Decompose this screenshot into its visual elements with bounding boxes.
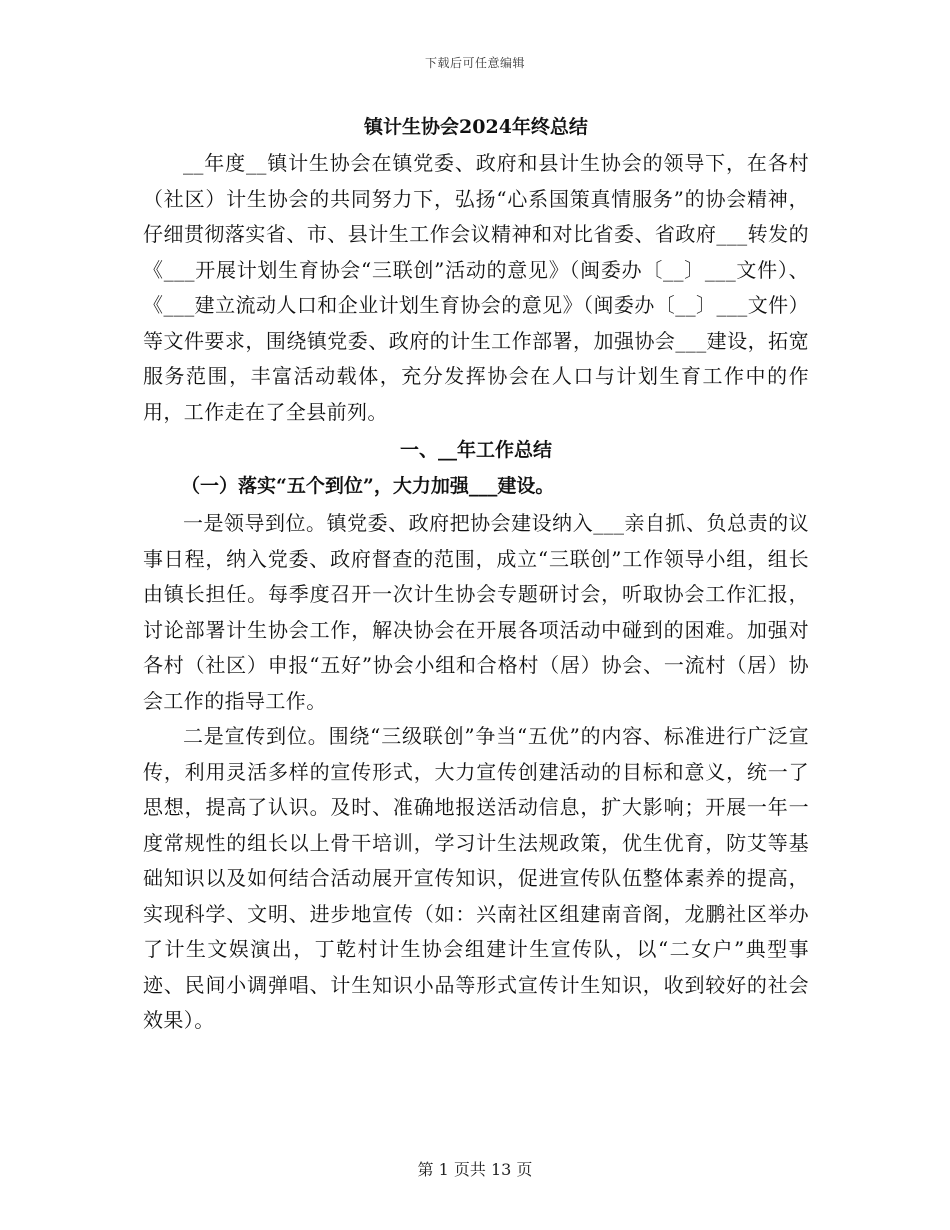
- publicity-paragraph: 二是宣传到位。围绕“三级联创”争当“五优”的内容、标准进行广泛宣传，利用灵活多样的宣传形式，大力宣传创建活动的目标和意义，统一了思想，提高了认识。及时、准确地报送活动信息，扩大影响；开展一年一度常规性的组长以上骨干培训，学习计生法规政策，优生优育，防艾等基础知识以及如何结合活动展开宣传知识，促进宣传队伍整体素养的提高，实现科学、文明、进步地宣传（如：兴南社区组建南音阁，龙鹏社区举办了计生文娱演出，丁乾村计生协会组建计生宣传队，以“二女户”典型事迹、民间小调弹唱、计生知识小品等形式宣传计生知识，收到较好的社会效果）。: [143, 724, 809, 1032]
- header-note: 下载后可任意编辑: [424, 56, 525, 70]
- page-number: 第 1 页共 13 页: [417, 1160, 533, 1179]
- document-title: 镇计生协会2024年终总结: [364, 116, 588, 138]
- document-body: [143, 112, 809, 1039]
- subsection-title: （一）落实“五个到位”，大力加强___建设。: [181, 475, 555, 497]
- leadership-paragraph: 一是领导到位。镇党委、政府把协会建设纳入___亲自抓、负总责的议事日程，纳入党委、政府督查的范围，成立“三联创”工作领导小组，组长由镇长担任。每季度召开一次计生协会专题研讨会，听取协会工作汇报，讨论部署计生协会工作，解决协会在开展各项活动中碰到的困难。加强对各村（社区）申报“五好”协会小组和合格村（居）协会、一流村（居）协会工作的指导工作。: [143, 511, 809, 713]
- section-title: 一、__年工作总结: [399, 439, 552, 461]
- intro-paragraph: __年度__镇计生协会在镇党委、政府和县计生协会的领导下，在各村（社区）计生协会的共同努力下，弘扬“心系国策真情服务”的协会精神，仔细贯彻落实省、市、县计生工作会议精神和对比省委、省政府___转发的《___开展计划生育协会“三联创”活动的意见》（闽委办〔__〕___文件）、《___建立流动人口和企业计划生育协会的意见》（闽委办〔__〕___文件）等文件要求，围绕镇党委、政府的计生工作部署，加强协会___建设，拓宽服务范围，丰富活动载体，充分发挥协会在人口与计划生育工作中的作用，工作走在了全县前列。: [143, 151, 809, 424]
